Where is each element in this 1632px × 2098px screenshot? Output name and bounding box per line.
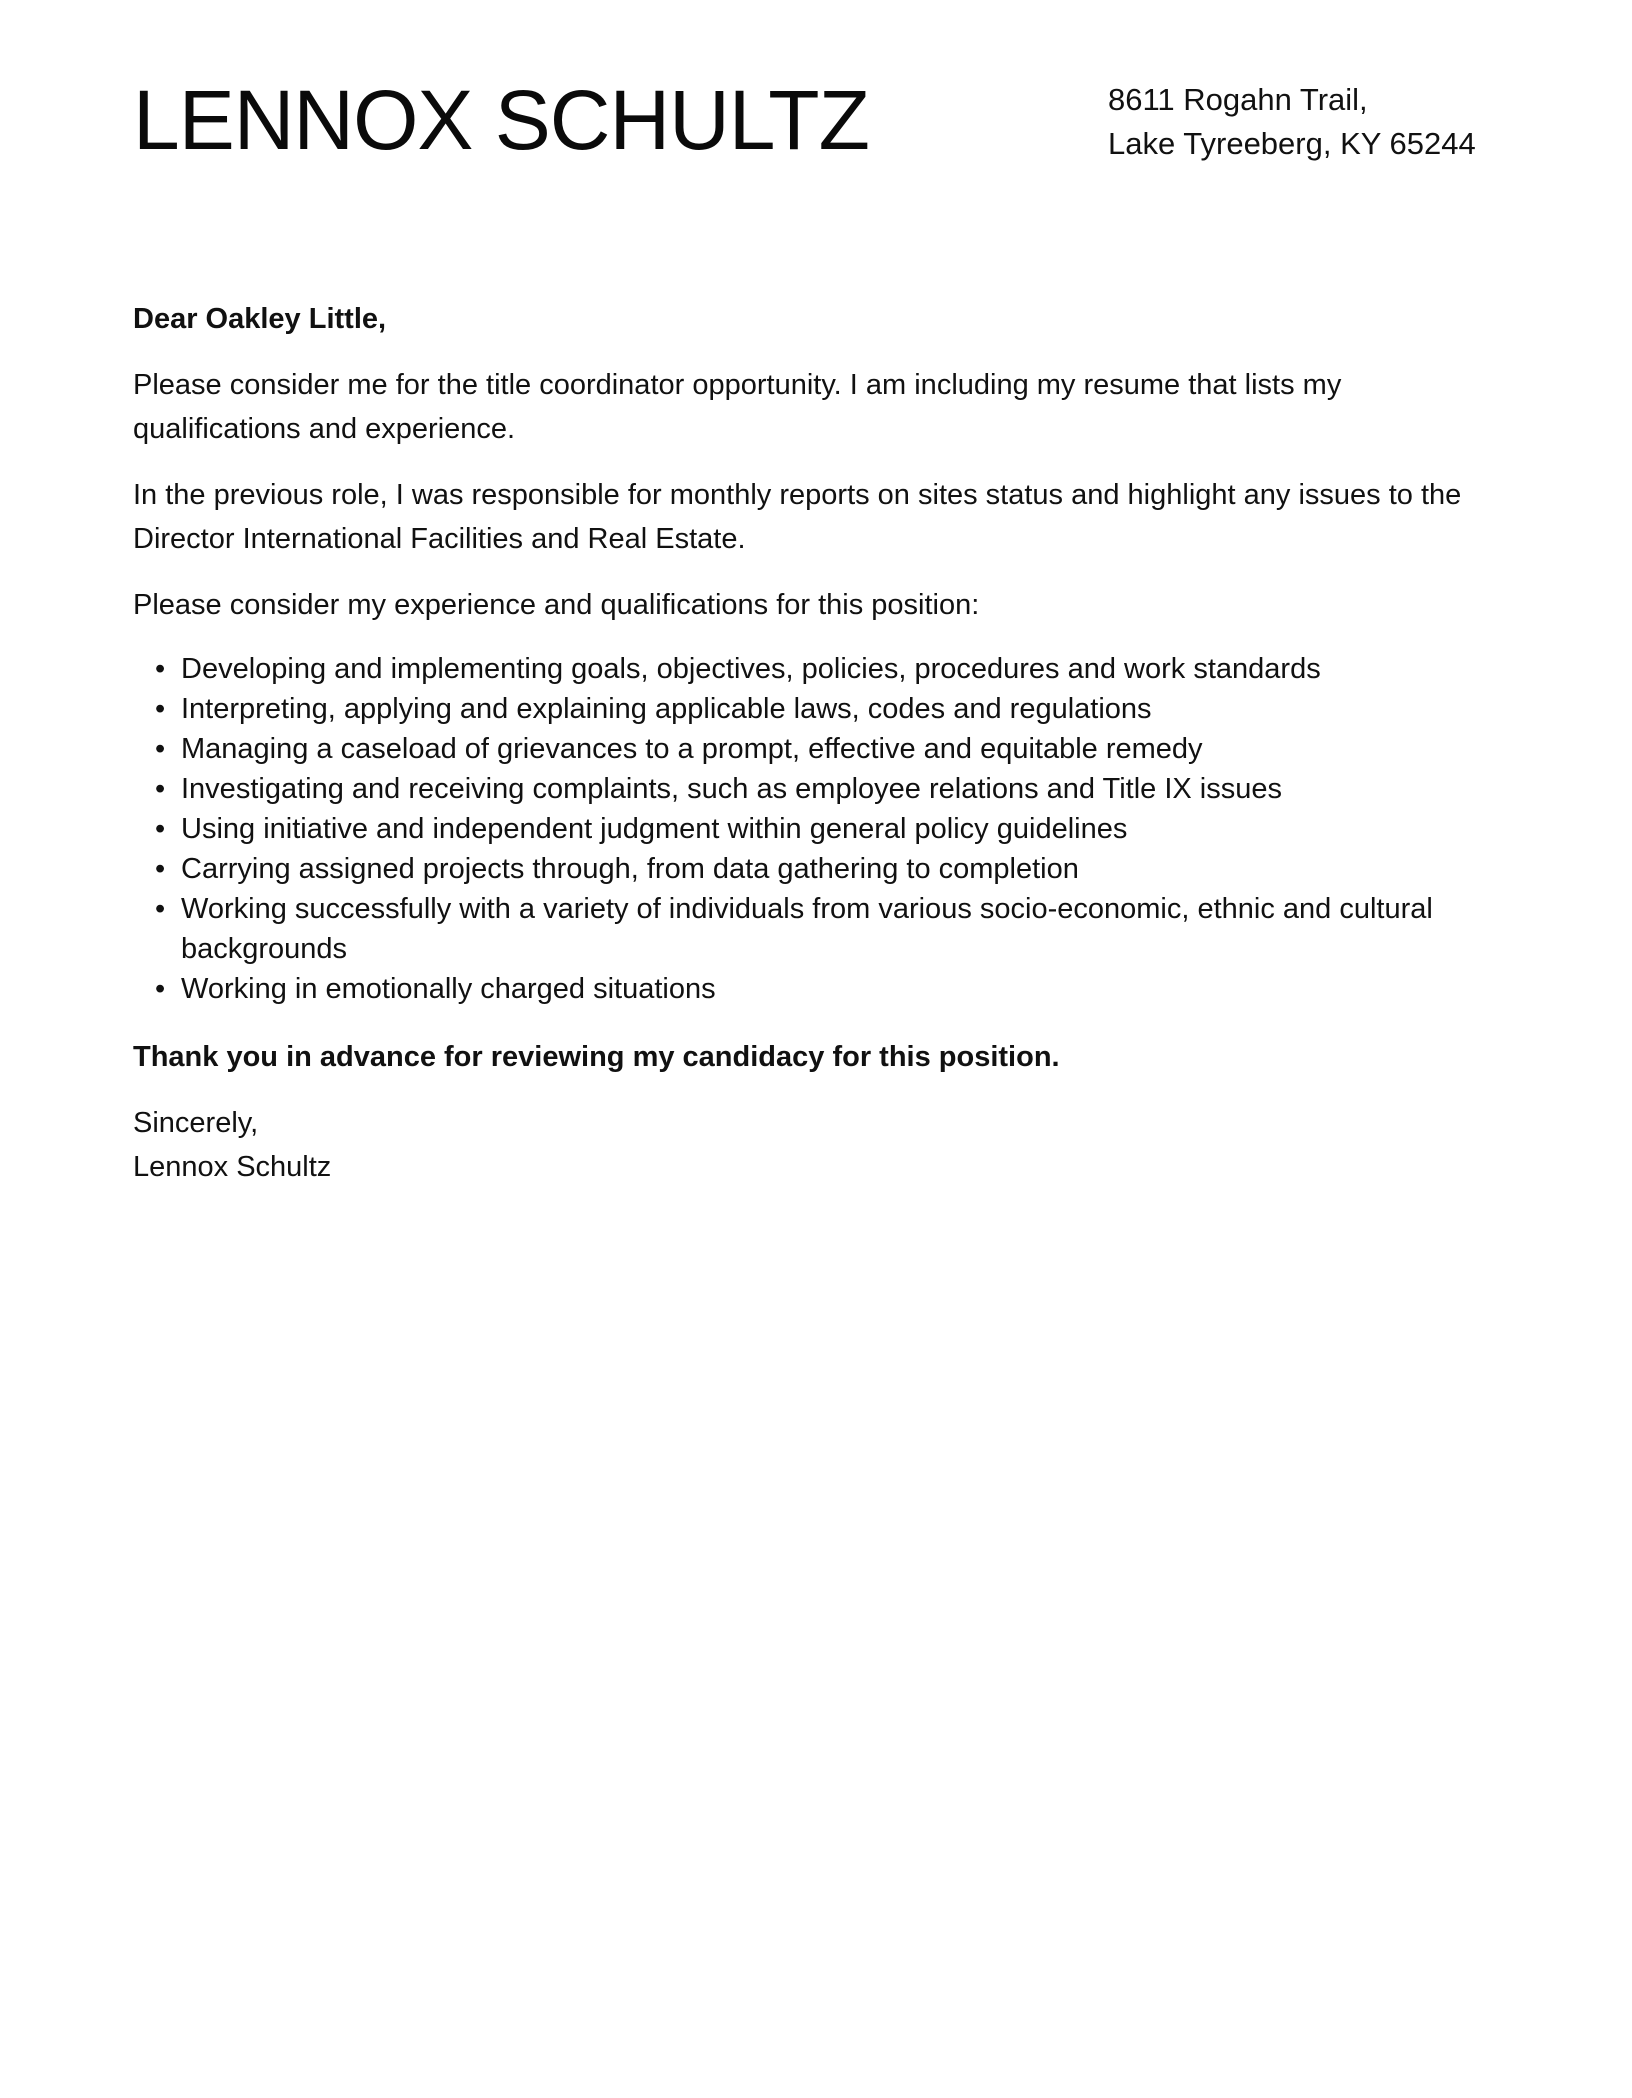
list-item: • Managing a caseload of grievances to a prompt, effective and equitable remedy (181, 729, 1483, 769)
list-item: • Working successfully with a variety of individuals from various socio-economic, ethnic and cultural backgrounds (181, 889, 1483, 969)
qualifications-list (133, 649, 1483, 1009)
list-item: • Investigating and receiving complaints, such as employee relations and Title IX issues (181, 769, 1483, 809)
paragraph-intro: Please consider me for the title coordinator opportunity. I am including my resume that lists my qualifications and experience. (133, 369, 1342, 445)
letter-header (133, 70, 1499, 190)
address-line-1: 8611 Rogahn Trail, (1108, 82, 1368, 117)
applicant-name: LENNOX SCHULTZ (133, 73, 869, 167)
signature-name: Lennox Schultz (133, 1151, 332, 1183)
paragraph-previous-role: In the previous role, I was responsible for monthly reports on sites status and highlight any issues to the Director International Facilities and Real Estate. (133, 479, 1462, 555)
list-item: • Carrying assigned projects through, from data gathering to completion (181, 849, 1483, 889)
signoff-block (133, 1101, 1483, 1189)
salutation: Dear Oakley Little, (133, 303, 387, 335)
list-item: • Developing and implementing goals, objectives, policies, procedures and work standards (181, 649, 1483, 689)
applicant-address (1108, 78, 1476, 166)
closing-statement: Thank you in advance for reviewing my candidacy for this position. (133, 1041, 1060, 1073)
list-item: • Interpreting, applying and explaining applicable laws, codes and regulations (181, 689, 1483, 729)
list-item: • Using initiative and independent judgment within general policy guidelines (181, 809, 1483, 849)
list-item: • Working in emotionally charged situations (181, 969, 1483, 1009)
letter-body (133, 297, 1483, 1189)
signoff: Sincerely, (133, 1107, 259, 1139)
address-line-2: Lake Tyreeberg, KY 65244 (1108, 126, 1476, 161)
paragraph-qualifications-lead: Please consider my experience and qualifications for this position: (133, 589, 980, 621)
